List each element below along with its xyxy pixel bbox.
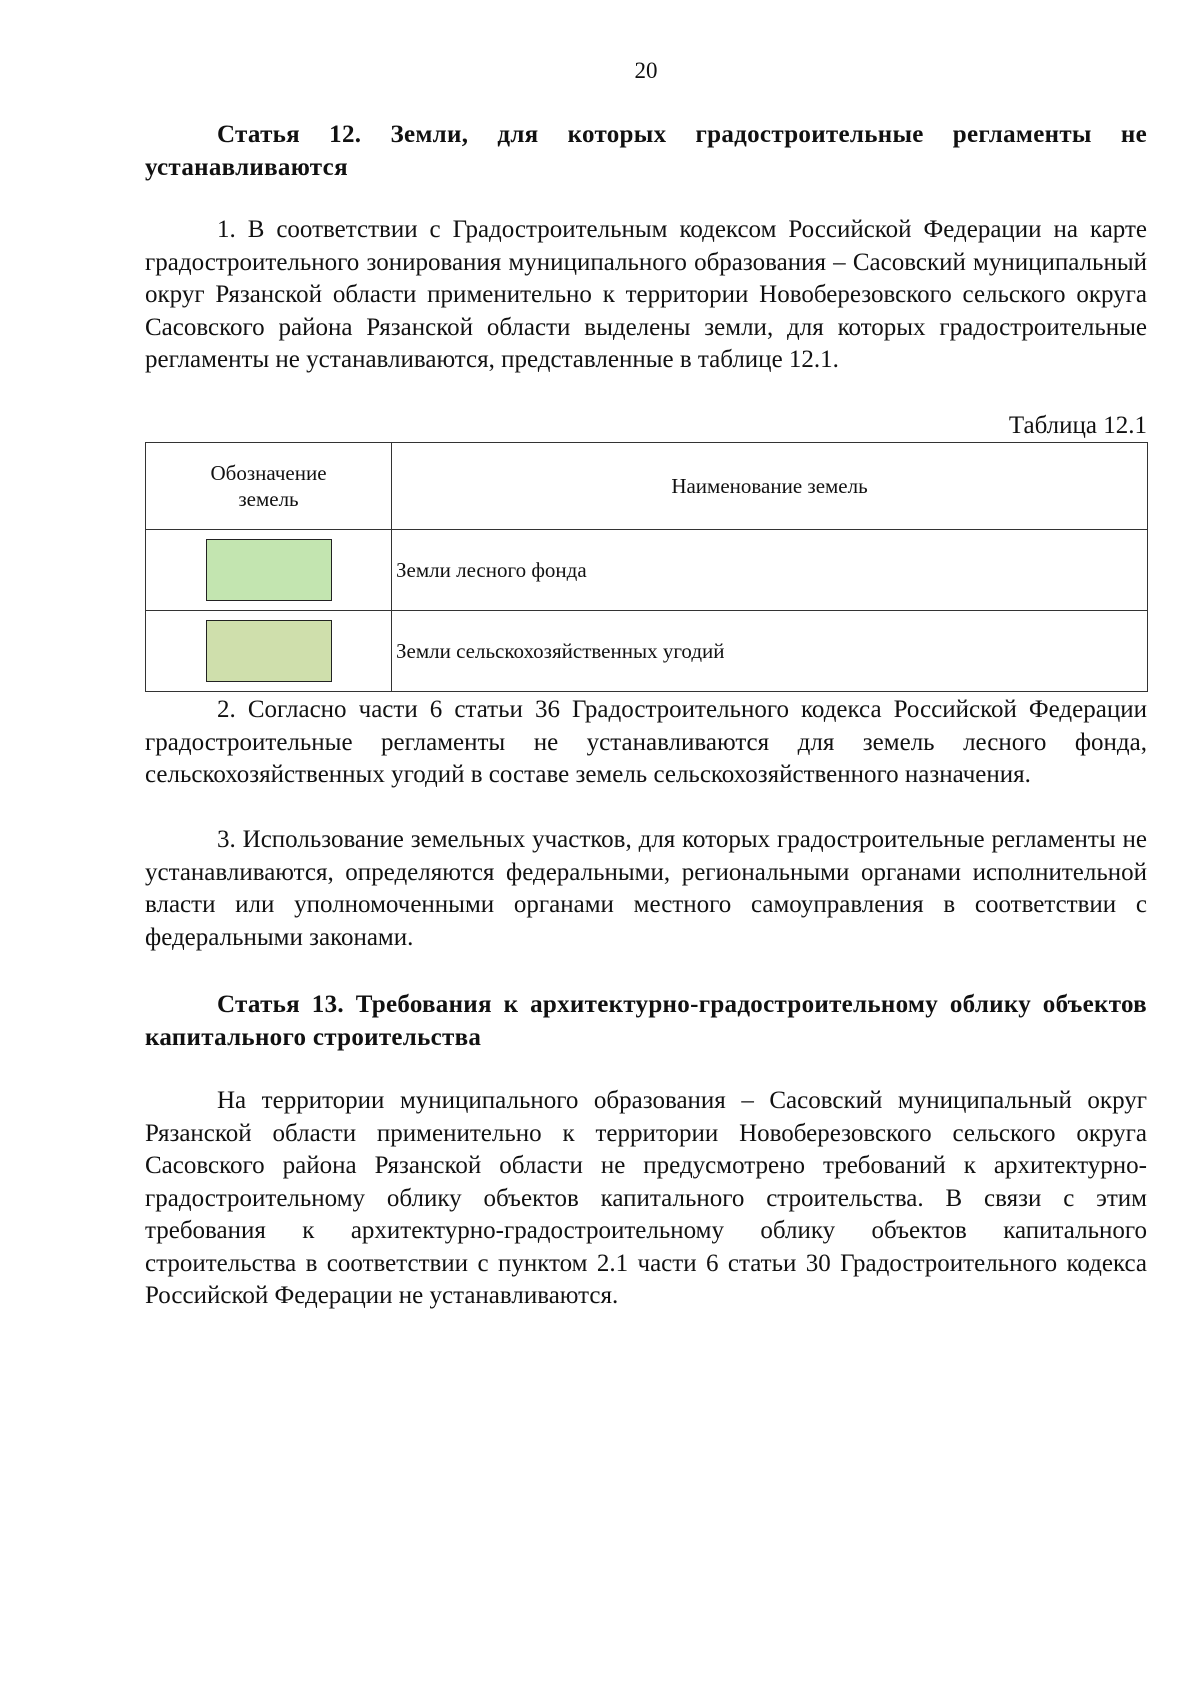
table-row — [146, 530, 1148, 611]
article-12-heading: Статья 12. Земли, для которых градостроительные регламенты не устанавливаются — [145, 121, 1147, 181]
land-name-cell: Земли лесного фонда — [392, 530, 1148, 611]
page-number: 20 — [634, 58, 658, 83]
article-13-paragraph-1: На территории муниципального образования – Сасовский муниципальный округ Рязанской области применительно к территории Новоберезовского сельского округа Сасовского района Рязанской области не предусмотрено требований к архитектурно-градостроительному облику объектов капитального строительства. В связи с этим требования к архитектурно-градостроительному облику объектов капитального строительства в соответствии с пунктом 2.1 части 6 статьи 30 Градостроительного кодекса Российской Федерации не устанавливаются. — [145, 1087, 1147, 1309]
table-caption: Таблица 12.1 — [1008, 412, 1147, 439]
lands-table — [145, 442, 1148, 692]
article-12-paragraph-1: 1. В соответствии с Градостроительным кодексом Российской Федерации на карте градостроительного зонирования муниципального образования – Сасовский муниципальный округ Рязанской области применительно к территории Новоберезовского сельского округа Сасовского района Рязанской области выделены земли, для которых градостроительные регламенты не устанавливаются, представленные в таблице 12.1. — [145, 216, 1147, 373]
land-name-cell: Земли сельскохозяйственных угодий — [392, 611, 1148, 692]
swatch-cell — [146, 530, 392, 611]
article-13-heading: Статья 13. Требования к архитектурно-градостроительному облику объектов капитального строительства — [145, 991, 1147, 1051]
header-name: Наименование земель — [392, 443, 1148, 530]
swatch-cell — [146, 611, 392, 692]
agricultural-land-swatch — [206, 620, 332, 682]
header-designation-text: Обозначение земель — [210, 461, 327, 511]
table-header-row — [146, 443, 1148, 530]
article-12-paragraph-2: 2. Согласно части 6 статьи 36 Градостроительного кодекса Российской Федерации градостроительные регламенты не устанавливаются для земель лесного фонда, сельскохозяйственных угодий в составе земель сельскохозяйственного назначения. — [145, 696, 1147, 788]
forest-fund-swatch — [206, 539, 332, 601]
table-row — [146, 611, 1148, 692]
article-12-paragraph-3: 3. Использование земельных участков, для которых градостроительные регламенты не устанавливаются, определяются федеральными, региональными органами исполнительной власти или уполномоченными органами местного самоуправления в соответствии с федеральными законами. — [145, 826, 1147, 951]
header-designation — [146, 443, 392, 530]
